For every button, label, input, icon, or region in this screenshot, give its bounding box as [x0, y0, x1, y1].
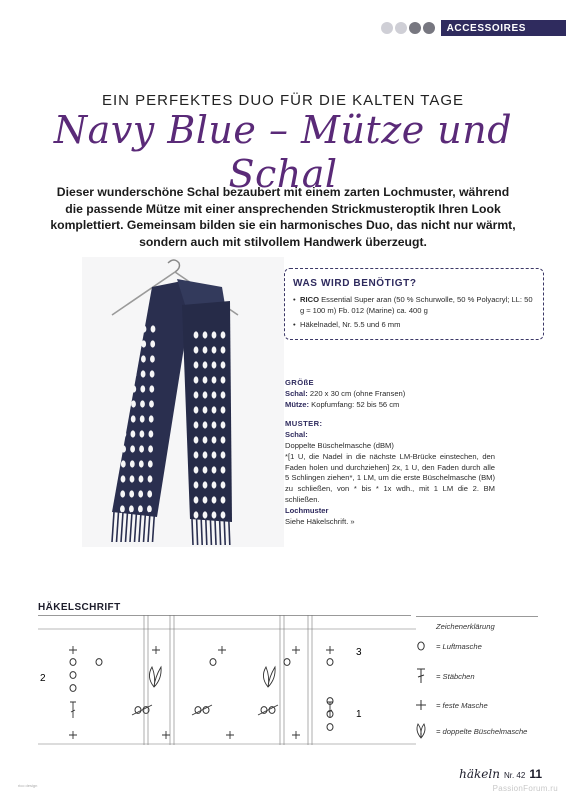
lace-hole — [141, 340, 146, 347]
lace-hole — [130, 475, 135, 482]
single-crochet-symbol — [152, 646, 160, 654]
size-muetze-value: Kopfumfang: 52 bis 56 cm — [309, 399, 400, 409]
fringe-strand — [220, 519, 221, 545]
lace-hole — [212, 436, 217, 443]
materials-item — [293, 319, 535, 330]
lace-hole — [194, 406, 199, 413]
lace-hole — [131, 400, 136, 407]
lace-hole — [121, 445, 126, 452]
fringe-strand — [215, 519, 216, 545]
chain-stitch-symbol — [70, 685, 76, 692]
chain-stitch-symbol — [327, 724, 333, 731]
lace-hole — [139, 445, 144, 452]
single-crochet-symbol — [326, 646, 334, 654]
lace-hole — [212, 466, 217, 473]
material-text: Häkelnadel, Nr. 5.5 und 6 mm — [300, 320, 401, 329]
single-crochet-symbol — [218, 646, 226, 654]
lace-hole — [123, 340, 128, 347]
lace-hole — [212, 511, 217, 518]
kicker: EIN PERFEKTES DUO FÜR DIE KALTEN TAGE — [101, 92, 465, 109]
lace-hole — [132, 370, 137, 377]
fringe-strand — [130, 512, 132, 542]
lace-hole — [131, 430, 136, 437]
single-crochet-symbol — [69, 646, 77, 654]
size-schal — [285, 389, 495, 400]
material-text: Essential Super aran (50 % Schurwolle, 50 % Polyacryl; LL: 50 g ≈ 100 m) Fb. 012 (Marine) ca. 400 g — [300, 295, 533, 315]
chart-symbols — [69, 646, 334, 739]
lace-hole — [221, 406, 226, 413]
lace-hole — [138, 490, 143, 497]
lace-hole — [194, 391, 199, 398]
double-cluster-symbol — [149, 667, 161, 687]
size-heading: GRÖßE — [285, 378, 315, 387]
issue-number: Nr. 42 — [503, 771, 526, 780]
lace-hole — [150, 355, 155, 362]
lace-hole — [203, 496, 208, 503]
chain-stitch-symbol — [210, 659, 216, 666]
chain-stitch-symbol — [70, 672, 76, 679]
section-tab: ACCESSOIRES — [441, 20, 566, 36]
section-header — [381, 18, 566, 38]
lace-hole — [124, 325, 129, 332]
fringe-strand — [197, 519, 198, 545]
lace-hole — [221, 346, 226, 353]
chain-stitch-symbol — [284, 659, 290, 666]
category-dots — [381, 22, 435, 34]
lace-hole — [130, 460, 135, 467]
row-label: 3 — [356, 647, 362, 658]
lace-hole — [212, 481, 217, 488]
legend-item — [410, 668, 540, 690]
lace-hole — [129, 505, 134, 512]
page-number: 11 — [529, 767, 542, 781]
lace-hole — [194, 511, 199, 518]
lace-hole — [122, 385, 127, 392]
chart-heading: HÄKELSCHRIFT — [38, 602, 121, 613]
row-label: 1 — [356, 709, 362, 720]
lace-hole — [121, 460, 126, 467]
stitch-instructions: *[1 U, die Nadel in die nächste LM-Brücke einstechen, den Faden holen und durchziehen] 2x, 1 U, den Faden durch alle 5 Schlingen ziehen*, 1 LM, um die erste Büschelmasche (BM) zu schließen, von * bis * 1x wdh., mit 1 LM die 2. BM schließen. — [285, 451, 495, 504]
chain-stitch-symbol — [70, 659, 76, 666]
size-schal-value: 220 x 30 cm (ohne Fransen) — [307, 388, 406, 398]
lace-hole — [121, 475, 126, 482]
lace-hole — [148, 445, 153, 452]
fringe-strand — [224, 519, 225, 545]
lace-hole — [194, 451, 199, 458]
brand-name: RICO — [300, 295, 319, 304]
lochmuster-label: Lochmuster — [285, 505, 329, 515]
lace-hole — [221, 391, 226, 398]
fringe-strand — [229, 519, 230, 545]
magazine-name: häkeln — [459, 767, 500, 781]
double-cluster-icon — [414, 723, 428, 739]
lace-hole — [221, 331, 226, 338]
lace-hole — [140, 430, 145, 437]
lace-hole — [212, 451, 217, 458]
single-crochet-symbol — [69, 731, 77, 739]
lace-hole — [194, 346, 199, 353]
lace-hole — [147, 490, 152, 497]
lace-hole — [221, 496, 226, 503]
fringe-strand — [192, 519, 193, 545]
single-crochet-icon — [414, 697, 428, 713]
lace-hole — [129, 490, 134, 497]
legend-title: Zeichenerklärung — [436, 622, 495, 631]
lace-hole — [221, 451, 226, 458]
category-dot — [409, 22, 421, 34]
pattern-heading: MUSTER: — [285, 419, 323, 429]
lace-hole — [194, 466, 199, 473]
lace-hole — [139, 475, 144, 482]
crochet-chart — [38, 615, 416, 745]
lace-hole — [203, 511, 208, 518]
legend-item — [410, 638, 540, 660]
double-cluster-symbol — [263, 667, 275, 687]
lace-hole — [212, 361, 217, 368]
fringe-strand — [148, 512, 150, 542]
lace-hole — [203, 331, 208, 338]
lace-hole — [148, 475, 153, 482]
lace-hole — [142, 325, 147, 332]
lace-hole — [203, 391, 208, 398]
legend-text: = Stäbchen — [436, 672, 475, 681]
lace-hole — [122, 415, 127, 422]
legend-text: = feste Masche — [436, 701, 488, 710]
lace-hole — [212, 391, 217, 398]
legend-item — [410, 723, 540, 745]
page-footer — [459, 767, 542, 781]
lace-hole — [221, 466, 226, 473]
lace-hole — [212, 376, 217, 383]
lace-hole — [203, 406, 208, 413]
single-crochet-symbol — [226, 731, 234, 739]
lace-hole — [131, 415, 136, 422]
stitch-name: Doppelte Büschelmasche (dBM) — [285, 440, 394, 450]
lace-hole — [122, 400, 127, 407]
lace-hole — [203, 346, 208, 353]
lace-hole — [139, 460, 144, 467]
fringe-strand — [135, 512, 137, 542]
lace-hole — [194, 421, 199, 428]
lace-hole — [149, 385, 154, 392]
lace-hole — [203, 376, 208, 383]
lace-hole — [203, 436, 208, 443]
category-dot — [381, 22, 393, 34]
size-muetze-label: Mütze: — [285, 399, 310, 409]
fringe-strand — [139, 512, 141, 542]
lace-hole — [138, 505, 143, 512]
materials-item — [293, 294, 535, 316]
fringe-strand — [112, 512, 114, 542]
lace-hole — [221, 436, 226, 443]
lace-hole — [203, 466, 208, 473]
fringe-strand — [201, 519, 202, 545]
lace-hole — [130, 445, 135, 452]
lace-hole — [141, 355, 146, 362]
lace-hole — [132, 355, 137, 362]
photo-credit: rico design — [18, 783, 38, 788]
instructions-column — [285, 378, 495, 527]
lace-hole — [140, 400, 145, 407]
double-crochet-icon — [414, 668, 428, 684]
materials-box — [284, 268, 544, 340]
single-crochet-symbol — [292, 646, 300, 654]
lace-hole — [203, 421, 208, 428]
lace-hole — [147, 505, 152, 512]
watermark: PassionForum.ru — [492, 784, 558, 793]
lace-hole — [203, 361, 208, 368]
fringe-strand — [126, 512, 128, 542]
lace-hole — [120, 490, 125, 497]
row-label: 2 — [40, 673, 46, 684]
lace-hole — [221, 511, 226, 518]
single-crochet-symbol — [292, 731, 300, 739]
legend-text: = doppelte Büschelmasche — [436, 727, 528, 736]
page-title: Navy Blue – Mütze und Schal — [53, 108, 513, 196]
lace-hole — [194, 331, 199, 338]
pattern-sub: Schal: — [285, 430, 308, 440]
materials-list — [293, 294, 535, 330]
chain-stitch-icon — [414, 638, 428, 654]
fringe-strand — [117, 512, 119, 542]
lace-hole — [123, 370, 128, 377]
lace-hole — [141, 370, 146, 377]
lace-hole — [150, 370, 155, 377]
size-schal-label: Schal: — [285, 388, 308, 398]
lace-hole — [131, 385, 136, 392]
lace-hole — [149, 430, 154, 437]
lace-hole — [140, 385, 145, 392]
fringe-strand — [144, 512, 146, 542]
intro-text: Dieser wunderschöne Schal bezaubert mit einem zarten Lochmuster, während die passende Mütze mit einer ansprechenden Strickmusteroptik Ihren Look komplettiert. Gemeinsam bilden sie ein harmonisches Duo, das nicht nur wärmt, sondern auch mit stilvollem Handwerk überzeugt. — [50, 185, 516, 249]
lace-hole — [212, 496, 217, 503]
lace-hole — [194, 496, 199, 503]
lace-hole — [140, 415, 145, 422]
single-crochet-symbol — [162, 731, 170, 739]
lace-hole — [148, 460, 153, 467]
category-dot — [423, 22, 435, 34]
lace-hole — [194, 361, 199, 368]
lace-hole — [123, 355, 128, 362]
chain-stitch-symbol — [327, 659, 333, 666]
lace-hole — [212, 421, 217, 428]
materials-title: WAS WIRD BENÖTIGT? — [293, 278, 417, 289]
category-dot — [395, 22, 407, 34]
scarf-photo — [82, 257, 284, 547]
legend-divider — [416, 616, 538, 617]
lace-hole — [150, 340, 155, 347]
lace-hole — [212, 406, 217, 413]
lace-hole — [212, 331, 217, 338]
lace-hole — [221, 361, 226, 368]
lace-hole — [149, 415, 154, 422]
scarf-illustration — [82, 257, 284, 547]
lochmuster-text: Siehe Häkelschrift. » — [285, 516, 355, 526]
lace-hole — [203, 481, 208, 488]
lace-hole — [132, 340, 137, 347]
fringe-strand — [206, 519, 207, 545]
lace-hole — [151, 325, 156, 332]
lace-hole — [212, 346, 217, 353]
size-muetze — [285, 400, 495, 411]
hanger-hook — [168, 260, 180, 272]
lace-hole — [133, 325, 138, 332]
fringe-strand — [210, 519, 211, 545]
lace-hole — [194, 436, 199, 443]
lace-hole — [194, 376, 199, 383]
legend-item — [410, 697, 540, 719]
lace-hole — [149, 400, 154, 407]
fringe-strand — [121, 512, 123, 542]
lace-hole — [221, 421, 226, 428]
double-crochet-symbol — [70, 702, 76, 718]
legend-text: = Luftmasche — [436, 642, 482, 651]
lace-hole — [221, 481, 226, 488]
chain-stitch-symbol — [96, 659, 102, 666]
lace-hole — [203, 451, 208, 458]
lace-hole — [221, 376, 226, 383]
lace-hole — [194, 481, 199, 488]
lace-hole — [122, 430, 127, 437]
lace-hole — [120, 505, 125, 512]
